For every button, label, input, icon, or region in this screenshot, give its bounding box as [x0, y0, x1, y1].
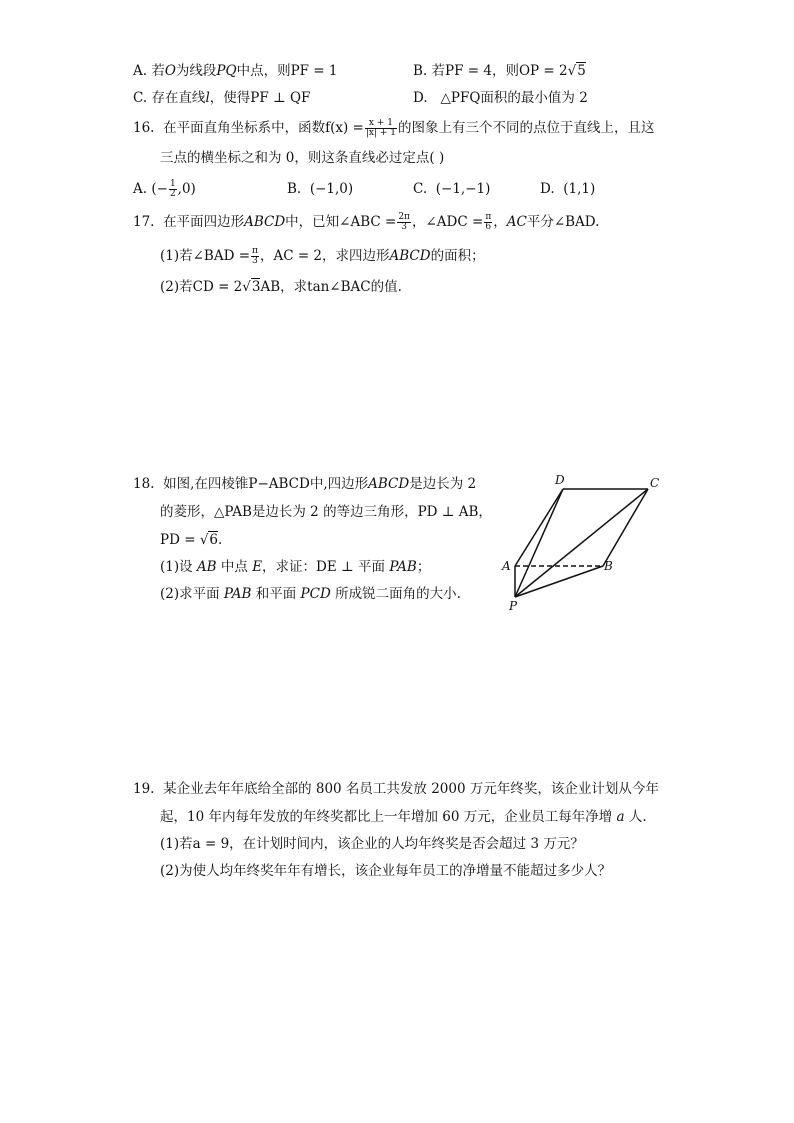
vertex-label-b: B [604, 559, 613, 573]
q16-stem-line2: 三点的横坐标之和为 0，则这条直线必过定点( ) [160, 150, 445, 166]
q16-option-b: B. (−1,0) [287, 181, 354, 197]
question-number: 16. [133, 120, 155, 136]
question-number: 17. [133, 214, 155, 230]
q16-option-d: D. (1,1) [540, 181, 596, 197]
vertex-label-c: C [650, 476, 660, 490]
q17-part2: (2)若CD = 2√3AB，求tan∠BAC的值. [160, 279, 402, 295]
q18-part1: (1)设 AB 中点 E，求证：DE ⊥ 平面 PAB； [160, 559, 431, 575]
vertex-label-d: D [555, 473, 565, 487]
q19-stem-line2: 起，10 年内每年发放的年终奖都比上一年增加 60 万元，企业员工每年净增 a 人. [160, 809, 647, 825]
q16-option-a: A. (− $\frac{1}{2}$ ,0) [133, 179, 196, 199]
q15-option-a: A. 若O为线段PQ中点，则PF = 1 [133, 63, 338, 79]
q18-stem-line2: 的菱形，△PAB是边长为 2 的等边三角形，PD ⊥ AB， [160, 504, 492, 520]
q19-part1: (1)若a = 9，在计划时间内，该企业的人均年终奖是否会超过 3 万元？ [160, 836, 584, 852]
edge-da [515, 489, 563, 566]
edge-pd [515, 489, 563, 597]
edge-pc [515, 489, 648, 597]
q15-option-c: C. 存在直线l，使得PF ⊥ QF [133, 90, 311, 106]
q18-stem-line1: 18. 如图,在四棱锥P−ABCD中,四边形ABCD是边长为 2 [133, 476, 477, 492]
vertex-label-a: A [502, 559, 511, 573]
q15-option-b: B. 若PF = 4，则OP = 2√5 [413, 63, 586, 79]
vertex-label-p: P [509, 599, 518, 613]
edge-pb [515, 566, 603, 597]
edge-cb [603, 489, 648, 566]
q17-part1: (1)若∠BAD = $\frac{\pi}{3}$ ，AC = 2，求四边形ABCD的面积； [160, 246, 485, 266]
q19-stem-line1: 19. 某企业去年年底给全部的 800 名员工共发放 2000 万元年终奖，该企业计划从今年 [133, 781, 659, 797]
q16-option-c: C. (−1,−1) [413, 181, 491, 197]
question-number: 18. [133, 476, 155, 492]
pyramid-figure [500, 470, 700, 620]
q18-part2: (2)求平面 PAB 和平面 PCD 所成锐二面角的大小. [160, 586, 461, 602]
q17-stem: 17. 在平面四边形ABCD中，已知∠ABC = $\frac{2\pi}{3}$ ，∠ADC = $\frac{\pi}{6}$ ，AC平分∠BAD. [133, 212, 600, 232]
q15-option-d: D. △PFQ面积的最小值为 2 [413, 90, 588, 106]
fraction: $\frac{x + 1}{|x| + 1}$ [365, 118, 396, 138]
question-number: 19. [133, 781, 155, 797]
sqrt-symbol: √5 [567, 63, 586, 79]
q19-part2: (2)为使人均年终奖年年有增长，该企业每年员工的净增量不能超过多少人？ [160, 863, 612, 879]
q16-stem-line1: 16. 在平面直角坐标系中，函数f(x) = $\frac{x + 1}{|x| + 1}$ 的图象上有三个不同的点位于直线上，且这 [133, 118, 655, 138]
q18-stem-line3: PD = √6. [160, 532, 223, 548]
